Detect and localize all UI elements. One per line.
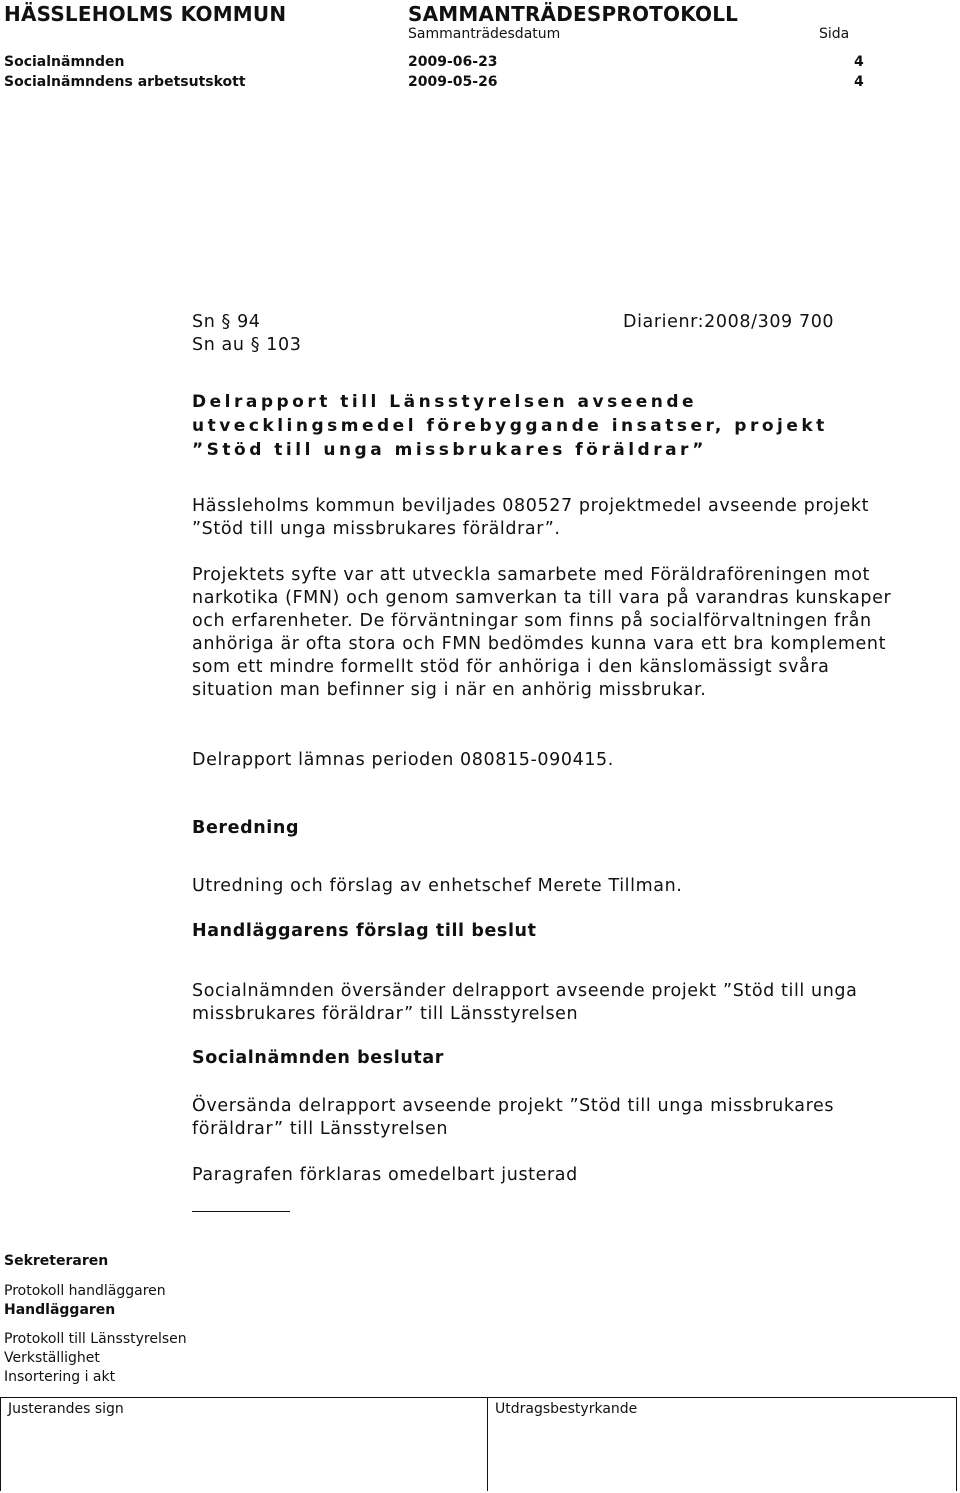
paragraph-number-au: Sn au § 103: [192, 335, 302, 355]
header-meeting-date: 2009-05-26: [408, 74, 498, 90]
adjusted-statement: Paragrafen förklaras omedelbart justerad: [192, 1165, 578, 1185]
case-title: Delrapport till Länsstyrelsen avseende utvecklingsmedel förebyggande insatser, projekt ”Stöd till unga missbrukares föräldrar”: [192, 392, 828, 460]
distribution-protocol-handler: Protokoll handläggaren: [4, 1283, 166, 1299]
beredning-text: Utredning och förslag av enhetschef Merete Tillman.: [192, 876, 683, 896]
decision-text: Översända delrapport avseende projekt ”Stöd till unga missbrukares föräldrar” till Länsstyrelsen: [192, 1096, 835, 1139]
utdragsbestyrkande-label: Utdragsbestyrkande: [495, 1401, 638, 1417]
meeting-date-label: Sammanträdesdatum: [408, 26, 561, 42]
distribution-county-board: Protokoll till Länsstyrelsen: [4, 1331, 187, 1347]
beredning-heading: Beredning: [192, 818, 300, 838]
proposal-heading: Handläggarens förslag till beslut: [192, 921, 537, 941]
distribution-secretary: Sekreteraren: [4, 1253, 109, 1269]
header-page-number: 4: [854, 74, 864, 90]
paragraph-intro: Hässleholms kommun beviljades 080527 projektmedel avseende projekt ”Stöd till unga missbrukares föräldrar”.: [192, 496, 870, 539]
header-page-number: 4: [854, 54, 864, 70]
diary-number: Diarienr:2008/309 700: [623, 312, 835, 332]
justerandes-sign-label: Justerandes sign: [8, 1401, 124, 1417]
document-type: SAMMANTRÄDESPROTOKOLL: [408, 2, 739, 26]
municipality-name: HÄSSLEHOLMS KOMMUN: [4, 2, 287, 26]
decision-heading: Socialnämnden beslutar: [192, 1048, 444, 1068]
header-body-name: Socialnämndens arbetsutskott: [4, 74, 246, 90]
distribution-handler: Handläggaren: [4, 1302, 116, 1318]
signature-frame-divider: [487, 1397, 488, 1491]
paragraph-period: Delrapport lämnas perioden 080815-090415.: [192, 750, 614, 770]
distribution-filing: Insortering i akt: [4, 1369, 116, 1385]
signature-line: [192, 1211, 290, 1212]
signature-frame: [0, 1397, 957, 1491]
page-label: Sida: [819, 26, 850, 42]
paragraph-number-sn: Sn § 94: [192, 312, 261, 332]
distribution-execution: Verkställighet: [4, 1350, 100, 1366]
paragraph-purpose: Projektets syfte var att utveckla samarbete med Föräldraföreningen mot narkotika (FMN) och genom samverkan ta till vara på varandras kunskaper och erfarenheter. De förväntningar som finns på socialförvaltningen från anhöriga är ofta stora och FMN bedömdes kunna vara ett bra komplement som ett mindre formellt stöd för anhöriga i den känslomässigt svåra situation man befinner sig i när en anhörig missbrukar.: [192, 565, 892, 700]
header-body-name: Socialnämnden: [4, 54, 125, 70]
header-meeting-date: 2009-06-23: [408, 54, 498, 70]
proposal-text: Socialnämnden översänder delrapport avseende projekt ”Stöd till unga missbrukares föräldrar” till Länsstyrelsen: [192, 981, 858, 1024]
